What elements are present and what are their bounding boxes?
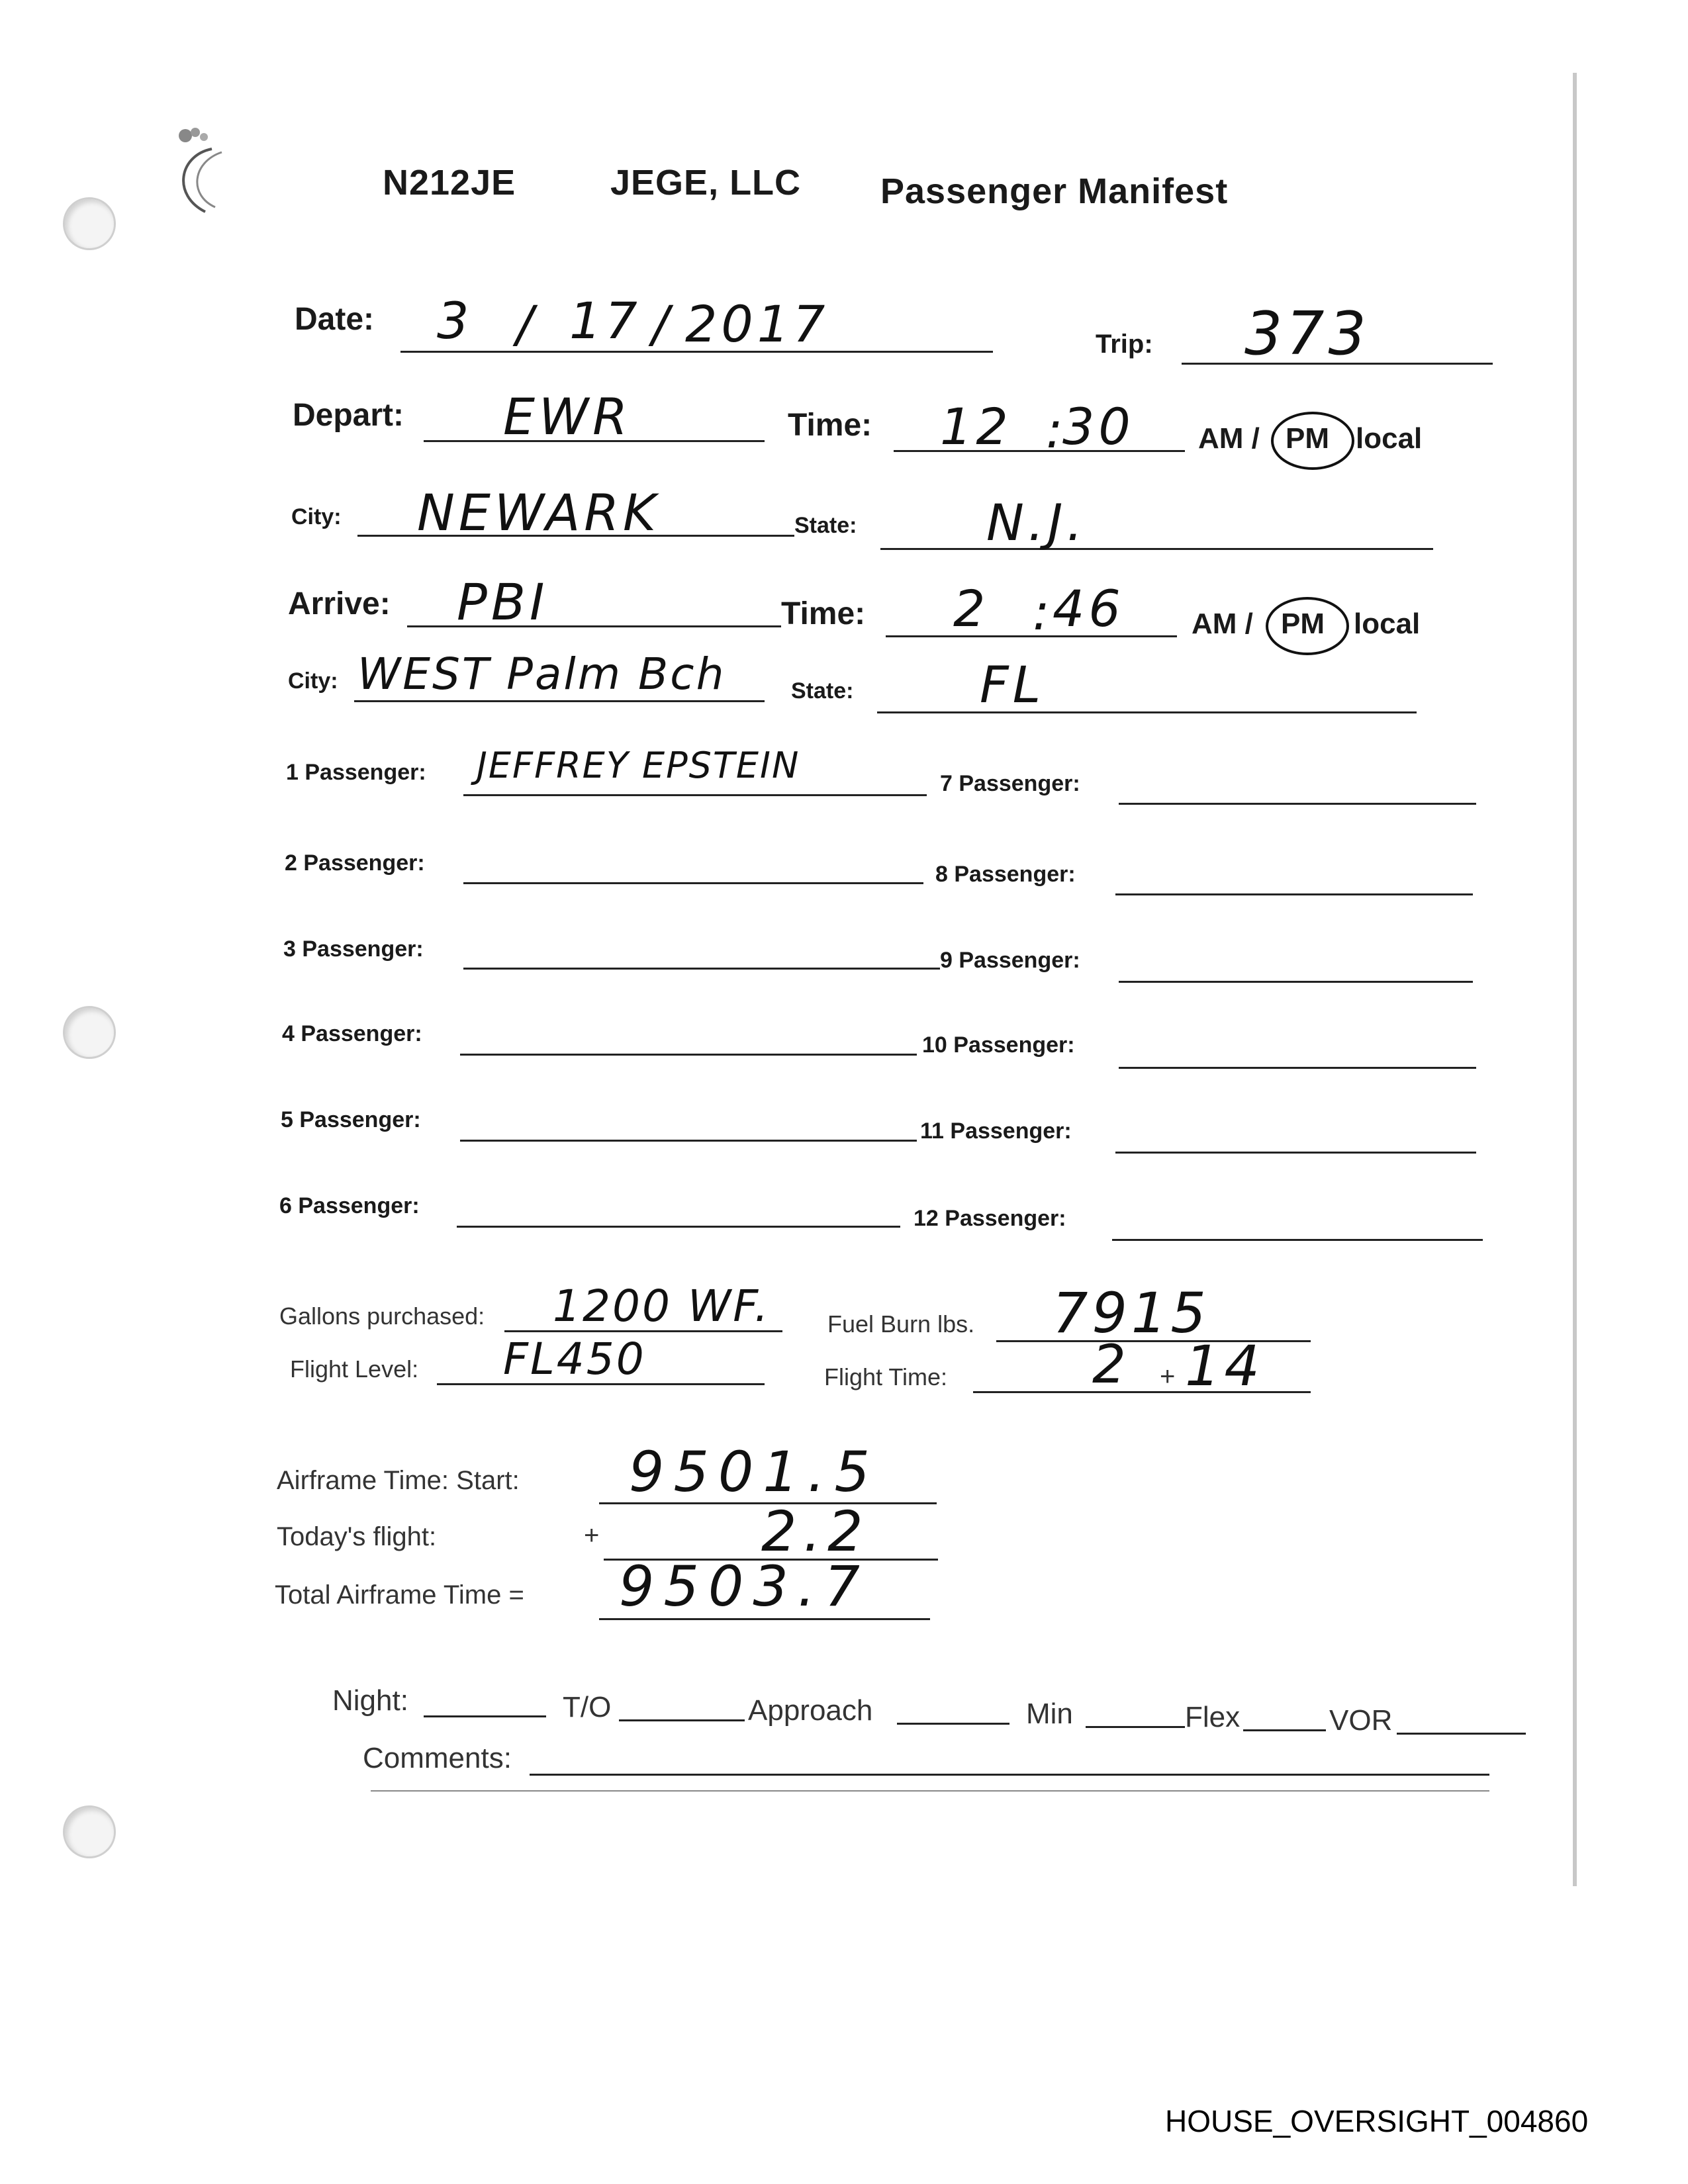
to-label: T/O (563, 1691, 612, 1723)
gallons-label: Gallons purchased: (279, 1302, 485, 1330)
comments-line-2 (371, 1790, 1489, 1792)
night-line (424, 1715, 546, 1717)
passenger-12-label: 12 Passenger: (914, 1206, 1066, 1231)
punch-hole-top (63, 197, 116, 250)
arrive-time-hour[interactable]: 2 (953, 579, 990, 638)
manifest-title: Passenger Manifest (880, 171, 1229, 211)
arrive-time-label: Time: (781, 596, 866, 631)
passenger-7-line (1119, 803, 1476, 805)
date-sep-2: / (652, 295, 673, 353)
min-line (1086, 1726, 1185, 1728)
passenger-5-label: 5 Passenger: (281, 1107, 421, 1132)
arrive-city-label: City: (288, 668, 338, 694)
tail-number: N212JE (383, 163, 516, 203)
arrive-time-colon: : (1033, 582, 1054, 641)
fuel-burn-value[interactable]: 7915 (1053, 1281, 1210, 1345)
date-month[interactable]: 3 (437, 291, 473, 350)
arrive-state[interactable]: FL (980, 655, 1045, 714)
passenger-1-label: 1 Passenger: (286, 760, 426, 785)
arrive-pm-label: PM (1281, 608, 1325, 640)
min-label: Min (1026, 1698, 1073, 1730)
depart-time-hour[interactable]: 12 (940, 397, 1012, 456)
gallons-value[interactable]: 1200 WF. (553, 1281, 771, 1332)
todays-flight-label: Today's flight: (277, 1522, 437, 1551)
total-airframe-label: Total Airframe Time = (275, 1580, 524, 1610)
passenger-1-name[interactable]: JEFFREY EPSTEIN (477, 745, 800, 786)
vor-label: VOR (1329, 1704, 1393, 1737)
arrive-time-line (886, 635, 1177, 637)
flight-level-label: Flight Level: (290, 1355, 419, 1383)
page-edge-shadow (1573, 73, 1577, 1886)
approach-label: Approach (748, 1694, 873, 1727)
comments-label: Comments: (363, 1742, 512, 1774)
date-day[interactable]: 17 (569, 291, 641, 350)
passenger-11-label: 11 Passenger: (920, 1118, 1072, 1144)
depart-state-label: State: (794, 513, 857, 538)
fuel-burn-label: Fuel Burn lbs. (827, 1310, 975, 1338)
passenger-1-line (463, 794, 927, 796)
passenger-2-label: 2 Passenger: (285, 850, 425, 876)
date-sep-1: / (516, 295, 538, 353)
passenger-4-label: 4 Passenger: (282, 1021, 422, 1046)
passenger-10-line (1119, 1067, 1476, 1069)
depart-time-line (894, 450, 1185, 452)
arrive-pm-circle (1266, 597, 1349, 655)
arrive-am-label: AM / (1192, 608, 1253, 640)
depart-time-minute[interactable]: 30 (1062, 397, 1135, 456)
airframe-start-value[interactable]: 9501.5 (629, 1439, 879, 1504)
flight-time-minutes[interactable]: 14 (1185, 1334, 1264, 1398)
passenger-3-line (463, 968, 940, 970)
flight-time-hours[interactable]: 2 (1092, 1334, 1130, 1395)
passenger-3-label: 3 Passenger: (283, 936, 424, 962)
company-logo (165, 122, 238, 222)
passenger-11-line (1115, 1152, 1476, 1154)
arrive-state-line (877, 711, 1417, 713)
flight-time-plus: + (1160, 1362, 1176, 1391)
comments-line (530, 1774, 1489, 1776)
night-label: Night: (332, 1684, 408, 1717)
depart-local-label: local (1356, 422, 1423, 455)
todays-flight-value[interactable]: 2.2 (761, 1499, 870, 1564)
passenger-5-line (460, 1140, 917, 1142)
depart-city-label: City: (291, 504, 342, 529)
approach-line (897, 1723, 1009, 1725)
passenger-7-label: 7 Passenger: (940, 771, 1080, 796)
date-label: Date: (295, 302, 375, 337)
flight-time-label: Flight Time: (824, 1363, 948, 1390)
depart-state-line (880, 548, 1433, 550)
depart-code[interactable]: EWR (503, 387, 632, 446)
passenger-9-label: 9 Passenger: (940, 948, 1080, 973)
depart-state[interactable]: N.J. (986, 493, 1087, 552)
arrive-local-label: local (1354, 608, 1421, 640)
date-year[interactable]: 2017 (685, 295, 829, 353)
total-airframe-value[interactable]: 9503.7 (619, 1554, 869, 1619)
depart-time-colon: : (1046, 400, 1067, 459)
passenger-12-line (1112, 1239, 1483, 1241)
flight-level-value[interactable]: FL450 (503, 1334, 646, 1385)
bates-number: HOUSE_OVERSIGHT_004860 (1165, 2104, 1589, 2138)
flex-line (1243, 1729, 1326, 1731)
depart-pm-circle (1271, 412, 1354, 470)
trip-number[interactable]: 373 (1244, 299, 1370, 369)
arrive-code[interactable]: PBI (457, 572, 549, 631)
punch-hole-middle (63, 1006, 116, 1059)
passenger-8-line (1115, 893, 1473, 895)
passenger-10-label: 10 Passenger: (922, 1032, 1075, 1058)
passenger-4-line (460, 1054, 917, 1056)
depart-time-label: Time: (788, 408, 872, 443)
passenger-8-label: 8 Passenger: (935, 862, 1076, 887)
passenger-9-line (1119, 981, 1473, 983)
arrive-time-minute[interactable]: 46 (1053, 579, 1125, 638)
depart-city[interactable]: NEWARK (417, 483, 660, 542)
arrive-state-label: State: (791, 678, 854, 704)
airframe-start-label: Airframe Time: Start: (277, 1466, 520, 1495)
flex-label: Flex (1185, 1701, 1241, 1733)
to-line (619, 1719, 745, 1721)
arrive-city-line (354, 700, 765, 702)
passenger-2-line (463, 882, 923, 884)
vor-line (1397, 1733, 1526, 1735)
arrive-label: Arrive: (288, 586, 391, 621)
depart-pm-label: PM (1286, 422, 1329, 455)
todays-flight-plus: + (584, 1521, 600, 1550)
trip-label: Trip: (1096, 330, 1153, 359)
arrive-city[interactable]: WEST Palm Bch (357, 649, 726, 700)
depart-label: Depart: (293, 398, 404, 433)
company-name: JEGE, LLC (610, 163, 802, 203)
passenger-6-label: 6 Passenger: (279, 1193, 420, 1218)
passenger-6-line (457, 1226, 900, 1228)
depart-am-label: AM / (1198, 422, 1260, 455)
punch-hole-bottom (63, 1805, 116, 1858)
